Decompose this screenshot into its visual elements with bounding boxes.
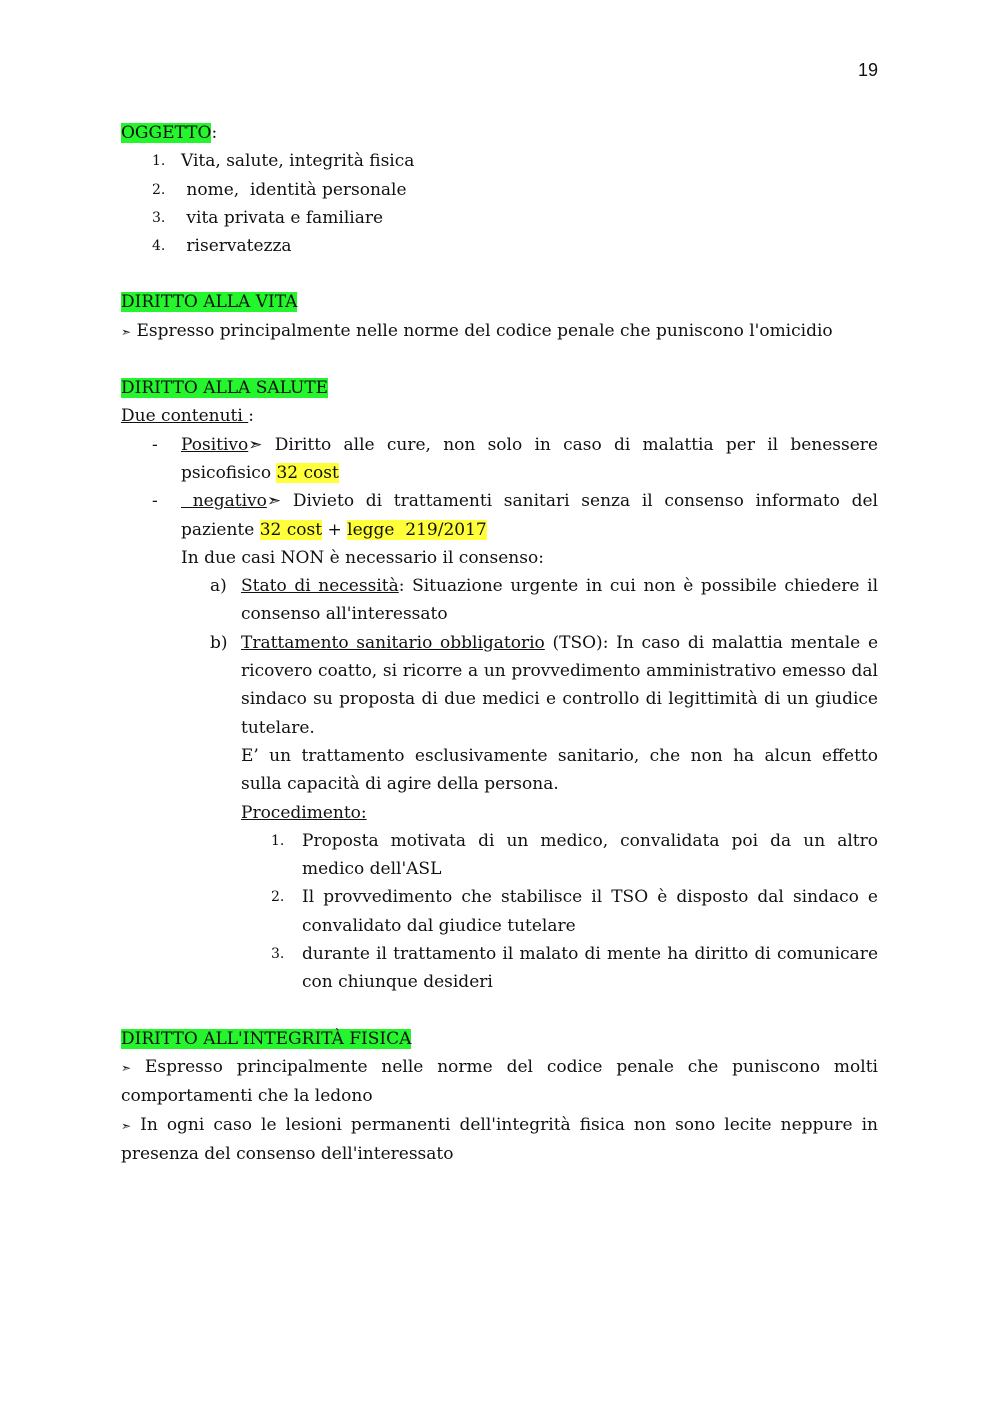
arrow-bullet-icon: ➣ xyxy=(121,1118,132,1133)
due-contenuti: Due contenuti : xyxy=(121,406,254,427)
ref-32-cost: 32 cost xyxy=(276,462,339,483)
list-number: 3. xyxy=(271,946,285,963)
arrow-bullet-icon: ➣ xyxy=(121,1060,132,1075)
arrow-bullet-icon: ➣ xyxy=(121,324,132,339)
case-b: b) Trattamento sanitario obbligatorio (TSO): In caso di malattia mentale e ricovero coatto, si ricorre a un provvedimento amministrativo emesso dal sindaco su proposta di due medici e controllo di legittimità di un giudice tutelare. E’ un trattamento esclusivamente sanitario, che non ha alcun effetto sulla capacità di agire della persona. Procedimento: xyxy=(121,629,878,827)
case-a: a) Stato di necessità: Situazione urgente in cui non è possibile chiedere il consenso all'interessato xyxy=(121,572,878,629)
list-number: 3. xyxy=(152,209,166,226)
document-body xyxy=(121,119,878,1168)
negativo-item: - negativo➣ Divieto di trattamenti sanitari senza il consenso informato del paziente 32 cost + legge 219/2017 xyxy=(121,487,878,544)
procedimento-step: 3. durante il trattamento il malato di mente ha diritto di comunicare con chiunque desideri xyxy=(121,940,878,997)
non-necessario-text: In due casi NON è necessario il consenso: xyxy=(181,547,544,568)
stato-necessita-label: Stato di necessità xyxy=(241,576,399,597)
salute-heading: DIRITTO ALLA SALUTE xyxy=(121,378,329,399)
oggetto-heading-line: OGGETTO: xyxy=(121,123,218,143)
page-number: 19 xyxy=(858,60,879,80)
positivo-item: - Positivo➣ Diritto alle cure, non solo in caso di malattia per il benessere psicofisico 32 cost xyxy=(121,431,878,488)
positivo-label: Positivo xyxy=(181,434,249,455)
integrita-paragraph: ➣ Espresso principalmente nelle norme del codice penale che puniscono molti comportamenti che la ledono xyxy=(121,1056,878,1107)
tso-label: Trattamento sanitario obbligatorio xyxy=(241,632,545,653)
alpha-marker: b) xyxy=(210,632,228,653)
list-number: 1. xyxy=(152,153,166,170)
list-number: 2. xyxy=(271,889,285,906)
alpha-marker: a) xyxy=(210,576,227,597)
oggetto-item: 3. vita privata e familiare xyxy=(121,204,878,232)
integrita-paragraph: ➣ In ogni caso le lesioni permanenti dell'integrità fisica non sono lecite neppure in presenza del consenso dell'interessato xyxy=(121,1114,878,1164)
oggetto-item: 4. riservatezza xyxy=(121,232,878,260)
oggetto-item: 1. Vita, salute, integrità fisica xyxy=(121,147,878,175)
ref-32-cost: 32 cost xyxy=(259,519,323,540)
oggetto-item: 2. nome, identità personale xyxy=(121,176,878,204)
vita-heading: DIRITTO ALLA VITA xyxy=(121,292,298,313)
procedimento-step: 1. Proposta motivata di un medico, convalidata poi da un altro medico dell'ASL xyxy=(121,827,878,884)
list-number: 4. xyxy=(152,238,166,255)
dash-bullet: - xyxy=(152,434,158,455)
ref-legge: legge 219/2017 xyxy=(347,519,487,540)
negativo-label: negativo xyxy=(181,491,267,512)
tso-note: E’ un trattamento esclusivamente sanitario, che non ha alcun effetto sulla capacità di agire della persona. xyxy=(241,745,878,795)
vita-paragraph: ➣ Espresso principalmente nelle norme del codice penale che puniscono l'omicidio xyxy=(121,320,833,341)
list-number: 2. xyxy=(152,181,166,198)
procedimento-label: Procedimento: xyxy=(241,802,367,823)
procedimento-step: 2. Il provvedimento che stabilisce il TSO è disposto dal sindaco e convalidato dal giudice tutelare xyxy=(121,883,878,940)
list-number: 1. xyxy=(271,832,285,849)
integrita-heading: DIRITTO ALL'INTEGRITÀ FISICA xyxy=(121,1028,412,1049)
oggetto-heading: OGGETTO xyxy=(121,123,212,143)
dash-bullet: - xyxy=(152,491,158,512)
